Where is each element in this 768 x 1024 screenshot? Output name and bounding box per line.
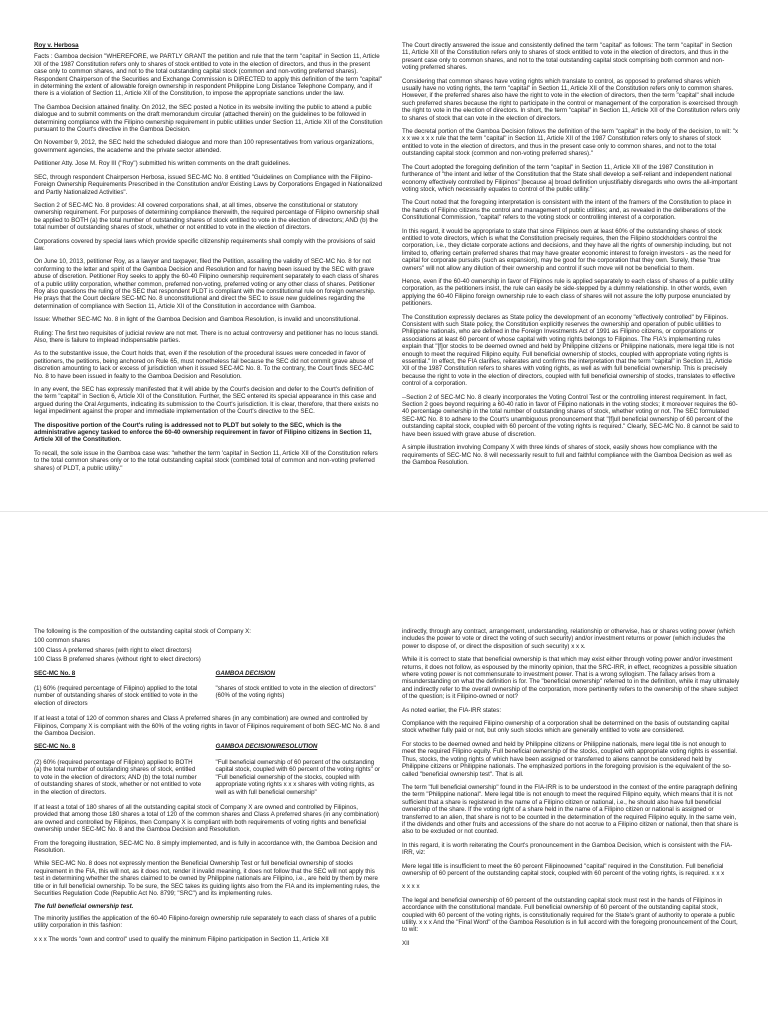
table-column-left <box>34 670 202 708</box>
paragraph: --Section 2 of SEC-MC No. 8 clearly incorporates the Voting Control Test or the controlling interest requirement. In fact, Section 2 goes beyond requiring a 60-40 ratio in favor of Filipino nationals in the voting stocks; it moreover requires the 60-40 percentage ownership in the total number of outstanding shares of stock, whether voting or not. The SEC formulated SEC-MC No. 8 to adhere to the Court's unambiguous pronouncement that "[f]ull beneficial ownership of 60 percent of the outstanding capital stock, coupled with 60 percent of the voting rights is required." Clearly, SEC-MC No. 8 cannot be said to have been issued with grave abuse of discretion. <box>402 393 740 438</box>
table-cell: "shares of stock entitled to vote in the election of directors" (60% of the voting rights) <box>215 685 376 700</box>
table-cell: (2) 60% (required percentage of Filipino) applied to BOTH (a) the total number of outstanding shares of stock, entitled to vote in the election of directors; AND (b) the total number of outstanding shares of stock, whether or not entitled to vote in the election of directors. <box>34 758 202 796</box>
paragraph: On June 10, 2013, petitioner Roy, as a lawyer and taxpayer, filed the Petition, assailing the validity of SEC-MC No. 8 for not conforming to the letter and spirit of the Gamboa Decision and Resolution and for having been issued by the SEC with grave abuse of discretion. Petitioner Roy seeks to apply the 60-40 Filipino ownership requirement separately to each class of shares of a public utility corporation, whether common, preferred non-voting, preferred voting or any other class of shares. Petitioner Roy also questions the ruling of the SEC that respondent PLDT is compliant with the constitutional rule on foreign ownership. He prays that the Court declare SEC-MC No. 8 unconstitutional and direct the SEC to issue new guidelines regarding the determination of compliance with Section 11, Article XII of the Constitution in accordance with Gamboa. <box>34 258 379 310</box>
share-line: 100 Class A preferred shares (with right to elect directors) <box>34 646 192 654</box>
paragraph: Compliance with the required Filipino ownership of a corporation shall be determined on the basis of outstanding capital stock whether fully paid or not, but only such stocks which are generally entitled to vote are considered. <box>402 720 730 735</box>
share-line: 100 common shares <box>34 637 91 645</box>
share-line: 100 Class B preferred shares (without right to elect directors) <box>34 656 201 664</box>
section-heading: The full beneficial ownership test. <box>34 903 134 911</box>
paragraph: If at least a total of 180 shares of all the outstanding capital stock of Company X are owned and controlled by Filipinos, provided that among those 180 shares a total of 120 of the common shares and Class A preferred shares (in any combination) are owned and controlled by Filipinos, then Company X is compliant with both requirements of voting rights and beneficial ownership under SEC-MC No. 8 and the Gamboa Decision and Resolution. <box>34 803 379 834</box>
paragraph: A simple illustration involving Company X with three kinds of shares of stock, easily shows how compliance with the requirements of SEC-MC No. 8 will necessarily result to full and faithful compliance with the Gamboa Decision as well as the Gamboa Resolution. <box>402 444 732 466</box>
case-title: Roy v. Herbosa <box>34 42 79 49</box>
paragraph: Section 2 of SEC-MC No. 8 provides: All covered corporations shall, at all times, observe the constitutional or statutory ownership requirement. For purposes of determining compliance therewith, the required percentage of Filipino ownership shall be applied to BOTH (a) the total number of outstanding shares of stock entitled to vote in the election of directors; AND (b) the total number of outstanding shares of stock, whether or not entitled to vote in the election of directors. <box>34 201 380 232</box>
paragraph: From the foregoing illustration, SEC-MC No. 8 simply implemented, and is fully in accordance with, the Gamboa Decision and Resolution. <box>34 839 378 854</box>
paragraph: x x x x <box>402 883 420 891</box>
page2-left-column <box>34 628 383 949</box>
document-page-2 <box>0 512 768 1024</box>
paragraph: The legal and beneficial ownership of 60 percent of the outstanding capital stock must rest in the hands of Filipinos in accordance with the constitutional mandate. Full beneficial ownership of 60 percent of the outstanding capital stock, coupled with 60 percent of the voting rights, is constitutionally required for the State's grant of authority to operate a public utility. x x x And the "Final Word" of the Gamboa Resolution is in full accord with the foregoing pronouncement of the Court, to wit: <box>402 896 738 934</box>
paragraph: The decretal portion of the Gamboa Decision follows the definition of the term "capital" in the body of the decision, to wit: "x x x we x x x rule that the term "capital" in Section 11, Article XII of the 1987 Constitution refers only to shares of stock entitled to vote in the election of directors, and thus in the present case only to common shares, and not to the total outstanding capital stock (common and non-voting preferred shares)." <box>402 128 739 158</box>
paragraph: If at least a total of 120 of common shares and Class A preferred shares (in any combination) are owned and controlled by Filipinos, Company X is compliant with the 60% of the voting rights in favor of Filipinos requirement of both SEC-MC No. 8 and the Gamboa Decision. <box>34 715 380 738</box>
table-header: SEC-MC No. 8 <box>34 743 76 751</box>
paragraph: indirectly, through any contract, arrangement, understanding, relationship or otherwise, has or shares voting power (which includes the power to vote or direct the voting of such security) and/or investment returns or power (which includes the power to dispose of, or direct the disposition of such security) x x x. <box>402 628 735 650</box>
paragraph: x x x The words "own and control" used to qualify the minimum Filipino participation in Section 11, Article XII <box>34 935 329 943</box>
comparison-table-2 <box>34 743 383 795</box>
paragraph: Considering that common shares have voting rights which translate to control, as opposed to preferred shares which usually have no voting rights, the term "capital" in Section 11, Article XII of the Constitution refers only to common shares. However, if the preferred shares also have the right to vote in the election of directors, then the term "capital" shall include such preferred shares because the right to participate in the control or management of the corporation is exercised through the right to vote in the election of directors. In short, the term "capital" in Section 11, Article XII of the Constitution refers only to shares of stock that can vote in the election of directors. <box>402 77 740 122</box>
paragraph: The Court noted that the foregoing interpretation is consistent with the intent of the framers of the Constitution to place in the hands of Filipino citizens the control and management of public utilities; and, as revealed in the deliberations of the Constitutional Commission, "capital" refers to the voting stock or controlling interest of a corporation. <box>402 199 732 222</box>
paragraph: For stocks to be deemed owned and held by Philippine citizens or Philippine nationals, mere legal title is not enough to meet the required Filipino equity. Full beneficial ownership of the stocks, coupled with appropriate voting rights is essential. Thus, stocks, the voting rights of which have been assigned or transferred to aliens cannot be considered held by Philippine citizens or Philippine nationals. The emphasized portions in the foregoing provision is the equivalent of the so-called "beneficial ownership test". That is all. <box>402 740 738 778</box>
paragraph: As noted earlier, the FIA-IRR states: <box>402 706 502 714</box>
table-column-right <box>216 743 384 795</box>
paragraph: On November 9, 2012, the SEC held the scheduled dialogue and more than 100 representatives from various organizations, government agencies, the academe and the private sector attended. <box>34 139 374 154</box>
table-cell: (1) 60% (required percentage of Filipino) applied to the total number of outstanding shares of stock entitled to vote in the election of directors <box>34 685 198 707</box>
paragraph: In this regard, it is worth reiterating the Court's pronouncement in the Gamboa Decision, which is consistent with the FIA-IRR, viz: <box>402 841 733 857</box>
paragraph: SEC, through respondent Chairperson Herbosa, issued SEC-MC No. 8 entitled "Guidelines on Compliance with the Filipino-Foreign Ownership Requirements Prescribed in the Constitution and/or Existing Laws by Corporations Engaged in Nationalized and Partly Nationalized Activities". <box>34 173 383 196</box>
page1-left-column <box>34 42 383 478</box>
table-header: GAMBOA DECISION/RESOLUTION <box>215 743 318 751</box>
page2-right-column <box>402 628 740 953</box>
paragraph: The minority justifies the application of the 60-40 Filipino-foreign ownership rule separately to each class of shares of a public utility corporation in this fashion: <box>34 914 377 930</box>
paragraph: The Court adopted the foregoing definition of the term "capital" in Section 11, Article XII of the 1987 Constitution in furtherance of "the intent and letter of the Constitution that the State shall develop a self-reliant and independent national economy effectively controlled by Filipinos" [because a] broad definition unjustifiably disregards who owns the all-important voting stock, which necessarily equates to control of the public utility." <box>402 163 738 193</box>
paragraph: The term "full beneficial ownership" found in the FIA-IRR is to be understood in the context of the entire paragraph defining the term "Philippine national". Mere legal title is not enough to meet the required Filipino equity, which means that it is not sufficient that a share is registered in the name of a Filipino citizen or national, i.e., he should also have full beneficial ownership of the share. If the voting right of a share held in the name of a Filipino citizen or national is assigned or transferred to an alien, that share is not to be counted in the determination of the required Filipino equity. In the same vein, if the dividends and other fruits and accessions of the share do not accrue to a Filipino citizen or national, then that share is also to be excluded or not counted. <box>402 783 739 836</box>
paragraph: Mere legal title is insufficient to meet the 60 percent Filipinoowned "capital" required in the Constitution. Full beneficial ownership of 60 percent of the outstanding capital stock, coupled with 60 percent of the voting rights, is required. x x x <box>402 862 725 877</box>
paragraph: Ruling: The first two requisites of judicial review are not met. There is no actual controversy and petitioner has no locus standi. Also, there is failure to implead indispensable parties. <box>34 329 379 344</box>
paragraph: While it is correct to state that beneficial ownership is that which may exist either through voting power and/or investment returns, it does not follow, as espoused by the minority opinion, that the SRC-IRR, in effect, recognizes a possible situation where voting power is not commensurate to investment power. That is a wrong syllogism. The fallacy arises from a misunderstanding on what the definition is for. The "beneficial ownership" referred to in the definition, while it may ultimately and indirectly refer to the overall ownership of the corporation, more pertinently refers to the ownership of the share subject of the question; is it Filipino-owned or not? <box>402 656 740 701</box>
comparison-table-1 <box>34 670 383 708</box>
paragraph: Petitioner Atty. Jose M. Roy III ("Roy") submitted his written comments on the draft guidelines. <box>34 160 291 168</box>
paragraph: The Court directly answered the issue and consistently defined the term "capital" as follows: The term "capital" in Section 11, Article XII of the Constitution refers only to shares of stock entitled to vote in the election of directors, and thus in the present case only to common shares, and not to the total outstanding capital stock comprising both common and non-voting preferred shares. <box>402 42 733 72</box>
paragraph: The Constitution expressly declares as State policy the development of an economy "effectively controlled" by Filipinos. Consistent with such State policy, the Constitution explicitly reserves the ownership and operation of public utilities to Philippine nationals, who are defined in the Foreign Investments Act of 1991 as Filipino citizens, or corporations or associations at least 60 percent of whose capital with voting rights belongs to Filipinos. The FIA's implementing rules explain that "[f]or stocks to be deemed owned and held by Philippine citizens or Philippine nationals, mere legal title is not enough to meet the required Filipino equity. Full beneficial ownership of stocks, coupled with appropriate voting rights is essential." In effect, the FIA clarifies, reiterates and confirms the interpretation that the term "capital" in Section 11, Article XII of the 1987 Constitution refers to shares with voting rights, as well as with full beneficial ownership. This is precisely because the right to vote in the election of directors, coupled with full beneficial ownership of stocks, translates to effective control of a corporation. <box>402 313 736 388</box>
paragraph: As to the substantive issue, the Court holds that, even if the resolution of the procedural issues were conceded in favor of petitioners, the petitions, being anchored on Rule 65, must nonetheless fail because the SEC did not commit grave abuse of discretion amounting to lack or excess of jurisdiction when it issued SEC-MC No. 8. To the contrary, the Court finds SEC-MC No. 8 to have been issued in fealty to the Gamboa Decision and Resolution. <box>34 350 374 380</box>
table-cell: "Full beneficial ownership of 60 percent of the outstanding capital stock, coupled with 60 percent of the voting rights" or "Full beneficial ownership of the stocks, coupled with appropriate voting rights x x x shares with voting rights, as well as with full beneficial ownership" <box>215 758 381 796</box>
table-header: SEC-MC No. 8 <box>34 669 76 677</box>
paragraph: Facts : Gamboa decision "WHEREFORE, we PARTLY GRANT the petition and rule that the term "capital" in Section 11, Article XII of the 1987 Constitution refers only to shares of stock entitled to vote in the election of directors, and thus in the present case only to common shares, and not to the total outstanding capital stock (common and non-voting preferred shares). Respondent Chairperson of the Securities and Exchange Commission is DIRECTED to apply this definition of the term "capital" in determining the extent of allowable foreign ownership in respondent Philippine Long Distance Telephone Company, and if there is a violation of Section 11, Article XII of the Constitution, to impose the appropriate sanctions under the law. <box>34 53 382 98</box>
table-column-left <box>34 743 202 795</box>
paragraph-bold: The dispositive portion of the Court's ruling is addressed not to PLDT but solely to the SEC, which is the administrative agency tasked to enforce the 60-40 ownership requirement in favor of Filipino citizens in Section 11, Article XII of the Constitution. <box>34 421 372 444</box>
table-header: GAMBOA DECISION <box>215 669 276 677</box>
paragraph: Issue: Whether SEC-MC No. 8 in light of the Gamboa Decision and Gamboa Resolution, is invalid and unconstitutional. <box>34 316 361 324</box>
paragraph: In this regard, it would be appropriate to state that since Filipinos own at least 60% of the outstanding shares of stock entitled to vote directors, which is what the Constitution precisely requires, then the Filipino stockholders control the corporation, i.e., they dictate corporate actions and decisions, and they have all the rights of ownership including, but not limited to, offering certain preferred shares that may have greater economic interest to foreign investors - as the need for capital for corporate pursuits (such as expansion), may be good for the corporation that they own. Surely, these "true owners" will not allow any dilution of their ownership and control if such move will not be beneficial to them. <box>402 227 732 272</box>
page1-right-column <box>402 42 740 472</box>
paragraph: To recall, the sole issue in the Gamboa case was: "whether the term 'capital' in Section 11, Article XII of the Constitution refers to the total common shares only or to the total outstanding capital stock (combined total of common and non-voting preferred shares) of PLDT, a public utility." <box>34 449 378 472</box>
paragraph: The following is the composition of the outstanding capital stock of Company X: <box>34 628 252 635</box>
table-column-right <box>216 670 384 708</box>
paragraph: Hence, even if the 60-40 ownership in favor of Filipinos rule is applied separately to each class of shares of a public utility corporation, as the petitioners insist, the rule can easily be side-stepped by a dummy relationship. In other words, even applying the 60-40 Filipino foreign ownership rule to each class of shares will not assure the lofty purpose enunciated by petitioners. <box>402 277 734 308</box>
paragraph: The Gamboa Decision attained finality. On 2012, the SEC posted a Notice in its website inviting the public to attend a public dialogue and to submit comments on the draft memorandum circular (attached therein) on the guidelines to be followed in determining compliance with the Filipino ownership requirement in public utilities under Section 11, Article XII of the Constitution pursuant to the Court's directive in the Gamboa Decision. <box>34 103 383 134</box>
paragraph: Corporations covered by special laws which provide specific citizenship requirements shall comply with the provisions of said law. <box>34 237 376 252</box>
paragraph: In any event, the SEC has expressly manifested that it will abide by the Court's decision and defer to the Court's definition of the term "capital" in Section 6, Article XII of the Constitution. Further, the SEC entered its special appearance in this case and argued during the Oral Arguments, indicating its submission to the Court's jurisdiction. It is clear, therefore, that there exists no legal impediment against the proper and immediate implementation of the Court's directive to the SEC. <box>34 386 379 416</box>
paragraph: XII <box>402 939 410 947</box>
paragraph: While SEC-MC No. 8 does not expressly mention the Beneficial Ownership Test or full beneficial ownership of stocks requirement in the FIA, this will not, as it does not, render it invalid meaning, it does not follow that the SEC will not apply this test in determining whether the shares claimed to be owned by Philippine nationals are Filipino, i.e., are held by them by mere title or in full beneficial ownership. To be sure, the SEC takes its guiding lights also from the FIA and its implementing rules, the Securities Regulation Code (Republic Act No. 8799; "SRC") and its implementing rules. <box>34 860 380 897</box>
